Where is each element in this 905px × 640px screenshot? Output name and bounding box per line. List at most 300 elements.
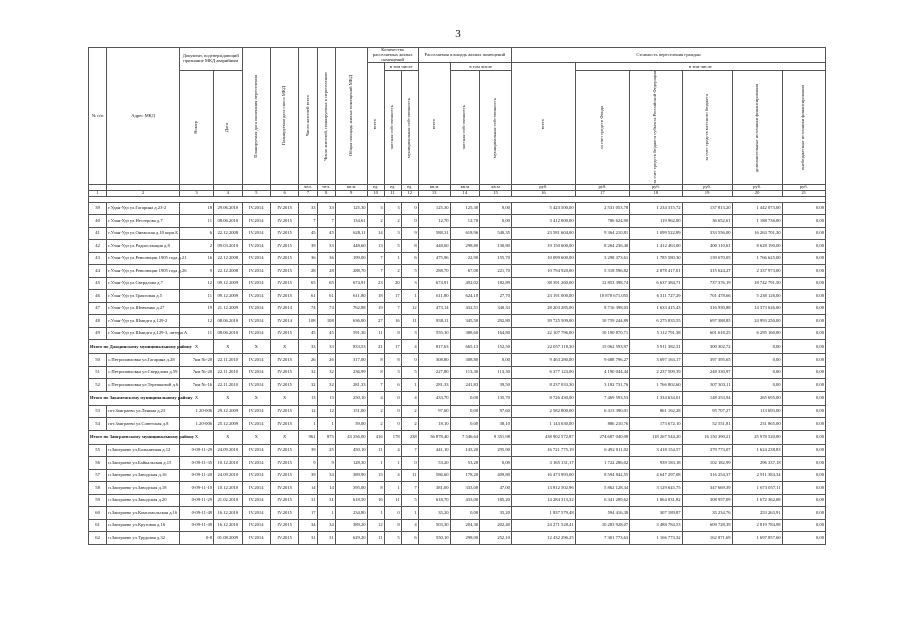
plan-relocation-cell: IV.2014 (242, 252, 270, 265)
header-plan-relocation: Планируемая дата окончания переселения (242, 48, 270, 185)
rooms-private-cell: 2 (384, 265, 401, 278)
people-total-cell: 9 (299, 457, 317, 470)
cost-local-cell: 308 957,09 (682, 494, 732, 507)
header-area-group: Расселяемая площадь жилых помещений (418, 48, 511, 63)
rooms-municipal-cell: 1 (401, 379, 418, 392)
cost-local-cell: 379 773,07 (682, 444, 732, 457)
row-number: 44 (89, 265, 107, 278)
doc-date-cell: X (214, 430, 242, 444)
row-number: 57 (89, 469, 107, 482)
rooms-private-cell: 11 (384, 494, 401, 507)
area-relocated-cell: 503,30 (418, 519, 450, 532)
column-index-cell: 6 (270, 190, 298, 196)
rooms-municipal-cell: 2 (401, 405, 418, 418)
cost-extra-cell: 265 695,00 (732, 391, 782, 405)
plan-relocation-cell: IV.2014 (242, 240, 270, 253)
doc-number-cell: X (179, 430, 213, 444)
rooms-total-cell: 11 (367, 532, 384, 545)
cost-other-cell: 0,00 (782, 277, 825, 290)
page-number: 3 (455, 28, 461, 40)
doc-number-cell: 6 (179, 227, 213, 240)
doc-date-cell: 08.06.2010 (214, 327, 242, 340)
column-index-cell: 9 (335, 190, 367, 196)
area-total-cell: 125,30 (335, 202, 367, 215)
cost-total-cell: 3 165 131,17 (511, 457, 575, 470)
cost-other-cell: 0,00 (782, 215, 825, 228)
people-relocated-cell: 28 (317, 265, 335, 278)
rooms-private-cell: 0 (384, 418, 401, 431)
area-relocated-cell: 35,20 (418, 507, 450, 520)
people-total-cell: 32 (299, 379, 317, 392)
plan-demolition-cell: IV.2015 (270, 457, 298, 470)
area-relocated-cell: 838,11 (418, 315, 450, 328)
area-private-cell: 298,80 (450, 240, 480, 253)
rooms-municipal-cell: 7 (401, 482, 418, 495)
doc-date-cell: 09.03.2010 (214, 240, 242, 253)
doc-number-cell: 0-09-11-29 (179, 494, 213, 507)
people-total-cell: 61 (299, 290, 317, 303)
doc-number-cell: 0-09-11-20 (179, 469, 213, 482)
cost-region-cell: 1 766 802,60 (630, 379, 682, 392)
column-index-cell: 21 (782, 190, 825, 196)
cost-region-cell: 1 412 463,00 (630, 240, 682, 253)
area-total-cell: 389,90 (335, 469, 367, 482)
people-relocated-cell: 1 (317, 507, 335, 520)
cost-extra-cell: 24 993 250,00 (732, 315, 782, 328)
rooms-total-cell: 13 (367, 240, 384, 253)
area-relocated-cell: 97,60 (418, 405, 450, 418)
area-relocated-cell: 381,00 (418, 482, 450, 495)
unit-cell: руб. (682, 184, 732, 190)
area-private-cell: 433,00 (450, 494, 480, 507)
people-relocated-cell: 1 (317, 418, 335, 431)
cost-fund-cell: 7 301 773,63 (575, 532, 630, 545)
plan-relocation-cell: IV.2014 (242, 215, 270, 228)
rooms-private-cell: 0 (384, 405, 401, 418)
people-total-cell: 34 (299, 519, 317, 532)
people-relocated-cell: 7 (317, 215, 335, 228)
cost-other-cell: 0,00 (782, 457, 825, 470)
area-private-cell: 308,80 (450, 354, 480, 367)
table-row (89, 519, 826, 532)
column-index-cell: 3 (179, 190, 213, 196)
header-area-incl: в том числе (450, 63, 511, 71)
cost-extra-cell: 25 978 520,00 (732, 430, 782, 444)
cost-region-cell: 4 647 297,08 (630, 469, 682, 482)
rooms-private-cell: 178 (384, 430, 401, 444)
cost-fund-cell: 10 190 870,71 (575, 327, 630, 340)
cost-region-cell: 6 275 835,55 (630, 315, 682, 328)
plan-relocation-cell: IV.2014 (242, 532, 270, 545)
area-municipal-cell: 292,80 (480, 315, 512, 328)
rooms-municipal-cell: 5 (401, 366, 418, 379)
header-commission-date: Дата (214, 71, 242, 185)
header-commission: Документ, подтверждающий признание МКД аварийным (179, 48, 242, 71)
plan-demolition-cell: IV.2015 (270, 532, 298, 545)
doc-date-cell: 09.12.2009 (214, 277, 242, 290)
area-total-cell: 151,00 (335, 405, 367, 418)
plan-demolition-cell: IV.2015 (270, 290, 298, 303)
table-row (89, 494, 826, 507)
rooms-private-cell: 16 (384, 315, 401, 328)
doc-number-cell: 0-09-11-49 (179, 519, 213, 532)
cost-fund-cell: 4 190 044,44 (575, 366, 630, 379)
cost-extra-cell: 2 911 384,34 (732, 469, 782, 482)
rooms-private-cell: 8 (384, 354, 401, 367)
people-relocated-cell: 33 (317, 340, 335, 354)
doc-date-cell: 22.12.2008 (214, 265, 242, 278)
doc-date-cell: 22.11.2010 (214, 366, 242, 379)
cost-total-cell: 39 725 509,00 (511, 315, 575, 328)
rooms-total-cell: 18 (367, 290, 384, 303)
doc-date-cell: 08.06.2010 (214, 215, 242, 228)
area-relocated-cell: 18,10 (418, 418, 450, 431)
relocation-table (88, 47, 826, 545)
rooms-total-cell: 19 (367, 302, 384, 315)
area-municipal-cell: 164,80 (480, 327, 512, 340)
cost-extra-cell: 1 766 625,00 (732, 252, 782, 265)
rooms-total-cell: 15 (367, 469, 384, 482)
area-relocated-cell: 586,60 (418, 469, 450, 482)
subtotal-label: Итого по Заиграевскому муниципальному району (89, 430, 180, 444)
cost-region-cell: 3 129 645,75 (630, 482, 682, 495)
people-relocated-cell: 74 (317, 302, 335, 315)
plan-demolition-cell: X (270, 391, 298, 405)
row-number: 46 (89, 290, 107, 303)
table-row (89, 366, 826, 379)
area-total-cell: 833,53 (335, 340, 367, 354)
row-number: 62 (89, 532, 107, 545)
rooms-private-cell: 0 (384, 391, 401, 405)
address-cell: г.Улан-Удэ ул.Шмидта д.129-2 (107, 315, 180, 328)
subtotal-label: Итого по Джидинскому муниципальному району (89, 340, 180, 354)
cost-local-cell: 601 618,25 (682, 327, 732, 340)
address-cell: г.Удан-Удэ ул.Гагарина д.23-2 (107, 202, 180, 215)
column-index-cell: 19 (682, 190, 732, 196)
column-index-cell: 17 (575, 190, 630, 196)
header-rooms-private: частная собственность (384, 71, 401, 185)
cost-fund-cell: 9 688 796,27 (575, 354, 630, 367)
area-private-cell: 178,20 (450, 469, 480, 482)
rooms-municipal-cell: 1 (401, 290, 418, 303)
cost-extra-cell: 14 373 626,00 (732, 302, 782, 315)
people-relocated-cell: 33 (317, 202, 335, 215)
people-relocated-cell: 31 (317, 532, 335, 545)
people-total-cell: 45 (299, 227, 317, 240)
doc-number-cell: 11 (179, 290, 213, 303)
rooms-private-cell: 1 (384, 252, 401, 265)
plan-relocation-cell: IV.2014 (242, 418, 270, 431)
table-row (89, 302, 826, 315)
cost-total-cell: 16 721 775,19 (511, 444, 575, 457)
row-number: 41 (89, 227, 107, 240)
rooms-private-cell: 3 (384, 202, 401, 215)
unit-cell: ед. (367, 184, 384, 190)
rooms-private-cell: 7 (384, 302, 401, 315)
table-row (89, 405, 826, 418)
people-relocated-cell: 32 (317, 379, 335, 392)
plan-demolition-cell: IV.2015 (270, 482, 298, 495)
cost-extra-cell: 1 624 238,83 (732, 444, 782, 457)
people-relocated-cell: 34 (317, 519, 335, 532)
rooms-total-cell: 14 (367, 227, 384, 240)
table-row (89, 265, 826, 278)
rooms-municipal-cell: 6 (401, 532, 418, 545)
people-relocated-cell: 14 (317, 482, 335, 495)
cost-extra-cell: 6 295 160,00 (732, 327, 782, 340)
row-number: 52 (89, 379, 107, 392)
cost-local-cell: 95 707,27 (682, 405, 732, 418)
area-private-cell: 618,96 (450, 227, 480, 240)
doc-number-cell: 1.20-006 (179, 418, 213, 431)
unit-cell: ед. (401, 184, 418, 190)
table-row (89, 507, 826, 520)
cost-local-cell: 300 302,72 (682, 340, 732, 354)
plan-relocation-cell: IV.2014 (242, 327, 270, 340)
cost-extra-cell: 1 188 736,00 (732, 215, 782, 228)
header-cost-extra: дополнительные источники финансирования (732, 71, 782, 185)
cost-local-cell: 316 930,88 (682, 302, 732, 315)
plan-relocation-cell: IV.2014 (242, 290, 270, 303)
table-body (89, 196, 826, 544)
rooms-private-cell: 0 (384, 507, 401, 520)
plan-demolition-cell: IV.2015 (270, 240, 298, 253)
address-cell: г.Улан-Удэ ул.Шевченко д.27 (107, 302, 180, 315)
table-row (89, 444, 826, 457)
doc-number-cell: 0-09-11-49 (179, 507, 213, 520)
doc-date-cell: 22.11.2010 (214, 354, 242, 367)
plan-demolition-cell: X (270, 430, 298, 444)
area-total-cell: 281,33 (335, 379, 367, 392)
rooms-private-cell: 17 (384, 290, 401, 303)
doc-date-cell: 29.12.2009 (214, 405, 242, 418)
table-row (89, 469, 826, 482)
column-index-cell: 20 (732, 190, 782, 196)
area-relocated-cell: 308,80 (418, 354, 450, 367)
people-total-cell: 12 (299, 405, 317, 418)
cost-region-cell: 3 488 784,53 (630, 519, 682, 532)
row-number: 49 (89, 327, 107, 340)
cost-local-cell: 400 110,61 (682, 240, 732, 253)
address-cell: г.Улан-Удэ ул.Нестерова д.7 (107, 215, 180, 228)
cost-total-cell: 3 412 000,00 (511, 215, 575, 228)
area-relocated-cell: 12,70 (418, 215, 450, 228)
doc-number-cell: X (179, 391, 213, 405)
doc-number-cell: 0-09-11-35 (179, 457, 213, 470)
doc-date-cell: 21.12.2009 (214, 302, 242, 315)
cost-total-cell: 24 271 528,41 (511, 519, 575, 532)
area-relocated-cell: 441,10 (418, 444, 450, 457)
plan-relocation-cell: IV.2014 (242, 507, 270, 520)
cost-total-cell: 12 432 296,25 (511, 532, 575, 545)
plan-relocation-cell: IV.2014 (242, 519, 270, 532)
header-cost-incl: в том числе (575, 63, 825, 71)
rooms-private-cell: 8 (384, 519, 401, 532)
rooms-total-cell: 2 (367, 405, 384, 418)
rooms-total-cell: 4 (367, 391, 384, 405)
unit-cell: руб. (630, 184, 682, 190)
area-relocated-cell: 473,14 (418, 302, 450, 315)
cost-other-cell: 0,00 (782, 418, 825, 431)
doc-number-cell: 12 (179, 277, 213, 290)
address-cell: п.Заиграево ул.Больничная д.12 (107, 444, 180, 457)
area-municipal-cell: 9 351,98 (480, 430, 512, 444)
area-private-cell: 298,00 (450, 532, 480, 545)
area-relocated-cell: 611,80 (418, 290, 450, 303)
people-total-cell: 31 (299, 532, 317, 545)
rooms-total-cell: 12 (367, 519, 384, 532)
cost-fund-cell: 8 594 842,55 (575, 469, 630, 482)
rooms-private-cell: 17 (384, 340, 401, 354)
cost-fund-cell: 10 283 928,07 (575, 519, 630, 532)
area-municipal-cell: 202,40 (480, 519, 512, 532)
area-municipal-cell: 35,20 (480, 507, 512, 520)
header-area-total: Общая площадь жилых помещений МКД (335, 48, 367, 185)
cost-fund-cell: 7 469 593,53 (575, 391, 630, 405)
doc-number-cell: 7нм №-20 (179, 366, 213, 379)
table-row (89, 379, 826, 392)
header-rooms-incl: в том числе (384, 63, 418, 71)
people-total-cell: 33 (299, 340, 317, 354)
area-total-cell: 134,61 (335, 215, 367, 228)
cost-local-cell: 307 303,11 (682, 379, 732, 392)
cost-total-cell: 10 794 920,00 (511, 265, 575, 278)
people-relocated-cell: 108 (317, 315, 335, 328)
cost-region-cell: 1 334 634,01 (630, 391, 682, 405)
people-relocated-cell: 9 (317, 457, 335, 470)
cost-other-cell: 0,00 (782, 507, 825, 520)
table-row (89, 532, 826, 545)
doc-number-cell: 11 (179, 215, 213, 228)
plan-demolition-cell: IV.2015 (270, 366, 298, 379)
plan-demolition-cell: IV.2014 (270, 302, 298, 315)
cost-region-cell: 6 637 384,71 (630, 277, 682, 290)
area-private-cell: 0,00 (450, 405, 480, 418)
plan-demolition-cell: X (270, 340, 298, 354)
area-relocated-cell: 227,80 (418, 366, 450, 379)
area-private-cell: 345,50 (450, 315, 480, 328)
unit-cell: руб. (732, 184, 782, 190)
rooms-total-cell: 1 (367, 507, 384, 520)
header-rooms-total: всего (367, 63, 384, 185)
cost-local-cell: 148 253,94 (682, 391, 732, 405)
cost-region-cell: 1 864 031,82 (630, 494, 682, 507)
unit-cell: руб. (575, 184, 630, 190)
rooms-private-cell: 3 (384, 227, 401, 240)
area-municipal-cell: 182,89 (480, 277, 512, 290)
doc-number-cell: 0-09-11-29 (179, 444, 213, 457)
cost-region-cell: 6 311 727,29 (630, 290, 682, 303)
area-relocated-cell: 288,70 (418, 265, 450, 278)
people-total-cell: 13 (299, 391, 317, 405)
address-cell: г.Улан-Удэ ул.Трактовая д.5 (107, 290, 180, 303)
area-municipal-cell: 155,70 (480, 252, 512, 265)
plan-relocation-cell: X (242, 340, 270, 354)
table-row (89, 227, 826, 240)
doc-number-cell: 0-09-11-10 (179, 482, 213, 495)
subtotal-row (89, 430, 826, 444)
cost-other-cell: 0,00 (782, 202, 825, 215)
rooms-municipal-cell: 0 (401, 215, 418, 228)
address-cell: г.Улан-Удэ ул.Радиостанция д.8 (107, 240, 180, 253)
header-area-municipal: муниципальная собственность (480, 71, 512, 185)
row-number: 48 (89, 315, 107, 328)
rooms-total-cell: 7 (367, 252, 384, 265)
cost-region-cell: 3 418 154,57 (630, 444, 682, 457)
people-total-cell: 36 (299, 252, 317, 265)
cost-total-cell: 8 726 430,00 (511, 391, 575, 405)
cost-fund-cell: 3 298 373,61 (575, 252, 630, 265)
area-total-cell: 43 256,00 (335, 430, 367, 444)
area-total-cell: 591,30 (335, 327, 367, 340)
cost-region-cell: 307 189,87 (630, 507, 682, 520)
cost-total-cell: 1 143 630,00 (511, 418, 575, 431)
area-relocated-cell: 550,10 (418, 532, 450, 545)
cost-region-cell: 861 162,28 (630, 405, 682, 418)
cost-other-cell: 0,00 (782, 354, 825, 367)
cost-region-cell: 5 112 791,38 (630, 327, 682, 340)
cost-fund-cell: 15 062 593,97 (575, 340, 630, 354)
unit-cell: ед. (384, 184, 401, 190)
cost-fund-cell: 6 492 011,02 (575, 444, 630, 457)
cost-total-cell: 5 423 500,00 (511, 202, 575, 215)
rooms-municipal-cell: 8 (401, 240, 418, 253)
people-relocated-cell: 45 (317, 227, 335, 240)
cost-local-cell: 35 234,76 (682, 507, 732, 520)
cost-extra-cell: 1 672 362,08 (732, 494, 782, 507)
doc-number-cell: X (179, 340, 213, 354)
rooms-private-cell: 4 (384, 444, 401, 457)
cost-other-cell: 0,00 (782, 265, 825, 278)
area-private-cell: 432,51 (450, 302, 480, 315)
row-number: 42 (89, 240, 107, 253)
doc-number-cell: 7нм №-20 (179, 354, 213, 367)
column-index-cell: 1 (89, 190, 107, 196)
cost-extra-cell: 253 263,91 (732, 507, 782, 520)
plan-demolition-cell: IV.2015 (270, 494, 298, 507)
column-index-cell: 13 (418, 190, 450, 196)
people-total-cell: 961 (299, 430, 317, 444)
cost-fund-cell: 9 364 210,81 (575, 227, 630, 240)
row-number: 61 (89, 519, 107, 532)
cost-total-cell: 38 391 260,00 (511, 277, 575, 290)
area-municipal-cell: 135,70 (480, 391, 512, 405)
address-cell: п.Заиграево ул.Заводская д.18 (107, 482, 180, 495)
address-cell: п.Заиграево ул.Заводская д.16 (107, 469, 180, 482)
rooms-municipal-cell: 5 (401, 265, 418, 278)
cost-fund-cell: 886 210,76 (575, 418, 630, 431)
area-municipal-cell: 409,80 (480, 469, 512, 482)
doc-date-cell: 24.09.2010 (214, 469, 242, 482)
area-municipal-cell: 38,10 (480, 418, 512, 431)
row-number: 47 (89, 302, 107, 315)
area-total-cell: 636,00 (335, 315, 367, 328)
area-total-cell: 395,00 (335, 482, 367, 495)
rooms-private-cell: 8 (384, 327, 401, 340)
row-number: 56 (89, 457, 107, 470)
rooms-municipal-cell: 11 (401, 315, 418, 328)
area-total-cell: 317,00 (335, 354, 367, 367)
address-cell: пгт.Заиграево ул.Ленина д.23 (107, 405, 180, 418)
cost-extra-cell: 2 819 784,98 (732, 519, 782, 532)
column-index-cell: 15 (480, 190, 512, 196)
people-total-cell: 28 (299, 265, 317, 278)
rooms-total-cell: 7 (367, 265, 384, 278)
area-private-cell: 113,30 (450, 366, 480, 379)
area-total-cell: 448,60 (335, 240, 367, 253)
area-total-cell: 39,00 (335, 418, 367, 431)
cost-total-cell: 19 150 600,00 (511, 240, 575, 253)
